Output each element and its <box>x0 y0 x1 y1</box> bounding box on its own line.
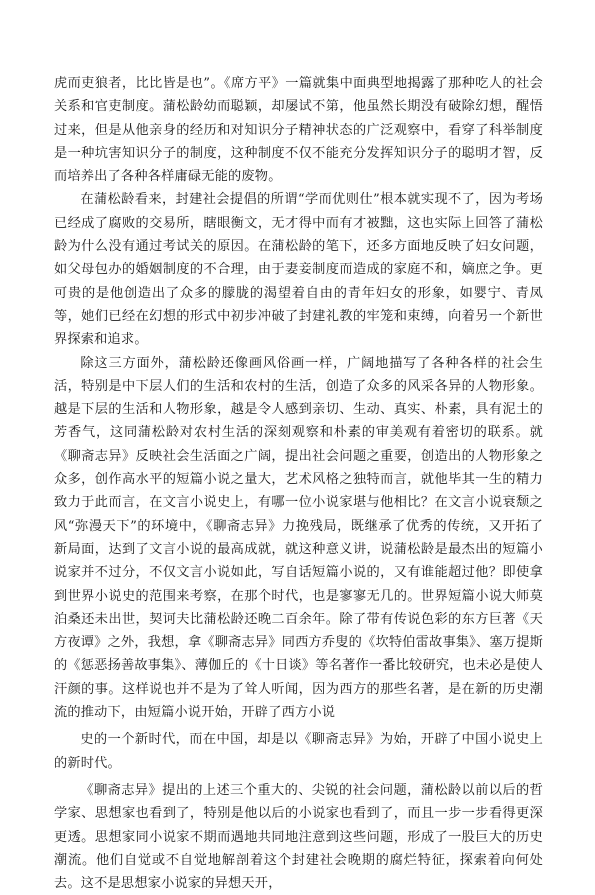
paragraph-1: 虎而吏狼者，比比皆是也”。《席方平》一篇就集中面典型地揭露了那种吃人的社会关系和官吏制度。蒲松龄幼而聪颖，却屡试不第，他虽然长期没有破除幻想，醒悟过来，但是从他亲身的经历和对知识分子精神状态的广泛观察中，看穿了科举制度是一种坑害知识分子的制度，这种制度不仅不能充分发挥知识分子的聪明才智，反而培养出了各种各样庸碌无能的废物。 <box>54 76 543 185</box>
paragraph-3: 除这三方面外，蒲松龄还像画风俗画一样，广阔地描写了各种各样的社会生活，特别是中下层人们的生活和农村的生活，创造了众多的风采各异的人物形象。越是下层的生活和人物形象，越是令人感到亲切、生动、真实、朴素，具有泥土的芳香气，这同蒲松龄对农村生活的深刻观察和朴素的审美观有着密切的联系。就《聊斋志异》反映社会生活面之广阔，提出社会问题之重要，创造出的人物形象之众多，创作高水平的短篇小说之量大，艺术风格之独特而言，就他毕其一生的精力致力于此而言，在文言小说史上，有哪一位小说家堪与他相比？在文言小说衰颓之风“弥漫天下”的环境中，《聊斋志异》力挽残局，既继承了优秀的传统，又开拓了新局面，达到了文言小说的最高成就，就这种意义讲，说蒲松龄是最杰出的短篇小说家并不过分，不仅文言小说如此，写自话短篇小说的，又有谁能超过他？即使拿到世界小说史的范围来考察，在那个时代，也是寥寥无几的。世界短篇小说大师莫泊桑还未出世，契诃夫比蒲松龄还晚二百余年。除了带有传说色彩的东方巨著《天方夜谭》之外，我想，拿《聊斋志异》同西方乔叟的《坎特伯雷故事集》、塞万提斯的《惩恶扬善故事集》、薄伽丘的《十日谈》等名著作一番比较研究，也未必是使人汗颜的事。这样说也并不是为了耸人听闻，因为西方的那些名著，是在新的历史潮流的推动下，由短篇小说开始，开辟了西方小说 <box>54 355 543 721</box>
body-text <box>54 72 543 895</box>
paragraph-4: 史的一个新时代，而在中国，却是以《聊斋志异》为始，开辟了中国小说史上的新时代。 <box>54 732 543 771</box>
paragraph-5: 《聊斋志异》提出的上述三个重大的、尖锐的社会问题，蒲松龄以前以后的哲学家、思想家也看到了，特别是他以后的小说家也看到了，而且一步一步看得更深更透。思想家同小说家不期而遇地共同地注意到这些问题，形成了一股巨大的历史潮流。他们自觉或不自觉地解剖着这个封建社会晚期的腐烂特征，探索着向何处去。这不是思想家小说家的异想天开， <box>54 782 543 892</box>
paragraph-2: 在蒲松龄看来，封建社会提倡的所谓“学而优则仕”根本就实现不了，因为考场已经成了腐败的交易所，瞎眼衡文，无才得中而有才被黜，这也实际上回答了蒲松龄为什么没有通过考试关的原因。在蒲松龄的笔下，还多方面地反映了妇女问题，如父母包办的婚姻制度的不合理，由于妻妾制度而造成的家庭不和，嫡庶之争。更可贵的是他创造出了众多的朦胧的渴望着自由的青年妇女的形象，如婴宁、青凤等，她们已经在幻想的形式中初步冲破了封建礼教的牢笼和束缚，向着另一个新世界探索和追求。 <box>54 192 543 348</box>
